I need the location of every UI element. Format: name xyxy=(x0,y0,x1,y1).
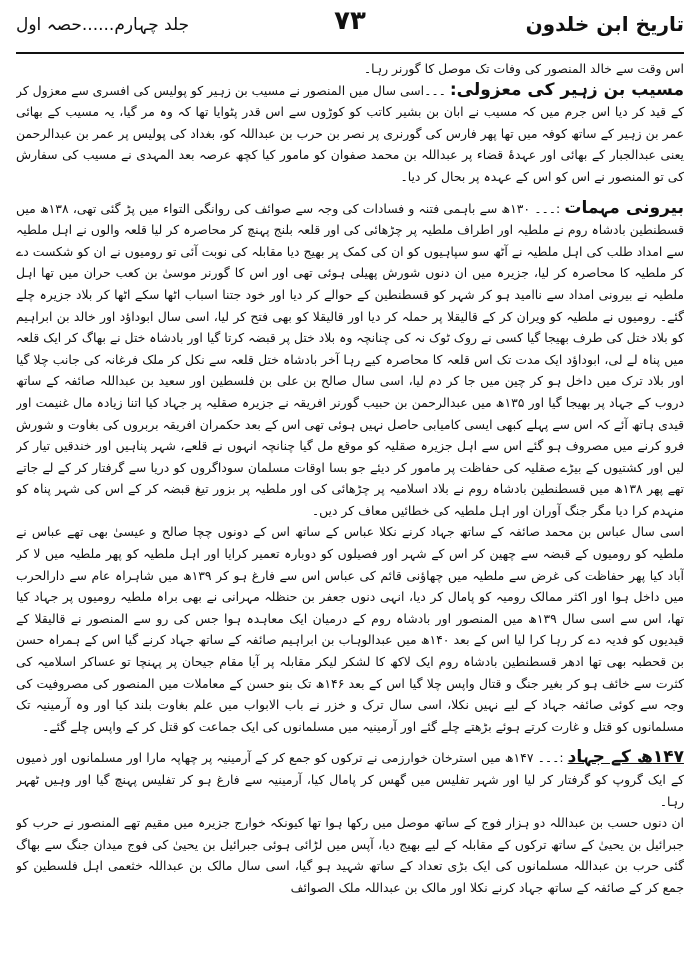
paragraph-text: :۔۔۔ ۱۴۷ھ میں استرخان خوارزمی نے ترکوں کو جمع کر کے آرمینیہ پر چھاپہ مارا اور مسلمانوں اور ذمیوں کے ایک گروپ کو گرفتار کر لیا اور شہر تفلیس میں گھس کر پامال کیا، آرمینیہ سے فارغ ہو کر تفلیس پہنچ گیا اور وہیں ٹھہر رہا۔ xyxy=(16,750,684,809)
paragraph xyxy=(16,58,684,80)
section-heading: بیرونی مہمات xyxy=(564,197,684,218)
paragraph xyxy=(16,198,684,522)
page-header xyxy=(16,0,684,54)
page-body xyxy=(16,58,684,962)
section-heading: مسیب بن زہیر کی معزولی: xyxy=(449,79,684,100)
section-heading: ۱۴۷ھ کے جہاد xyxy=(567,747,684,768)
spacer xyxy=(16,737,684,747)
paragraph-text: :۔۔۔ ۱۳۰ھ سے باہمی فتنہ و فسادات کی وجہ سے صوائف کی روانگی التواء میں پڑ گئی تھی، ۱۳۸ھ میں قسطنطین بادشاہ روم نے ملطیہ اور اطراف ملطیہ پر چڑھائی کی اور قلعہ بلنج پہنچ کر محاصرہ کر لیا قلعہ والوں نے اہل ملطیہ سے امداد طلب کی اہل ملطیہ نے آٹھ سو سپاہیوں کو ان کی کمک پر بھیج دیا مقابلہ کی نوبت آئی تو رومیوں نے ان کو شکست دے کر ملطیہ کا محاصرہ کر لیا، جزیرہ میں ان دنوں شورش پھیلی ہوئی تھی اور اس کا گورنر موسیٰ بن کعب حران میں تھا اہل ملطیہ نے بیرونی امداد سے ناامید ہو کر شہر کو قسطنطین کے حوالے کر دیا اور خود جتنا اسباب اٹھا سکے اٹھا کر بلاد جزیرہ چلے گئے۔ رومیوں نے ملطیہ کو ویران کر کے قالیقلا پر حملہ کر دیا اور قالیقلا کو بھی فتح کر لیا، اسی سال ابوداؤد اور خالد بن ابراہیم کو بلاد ختل کی طرف بھیجا گیا کسی نے روک ٹوک نہ کی چنانچہ وہ بلاد ختل پر قبضہ کرتا گیا اور بادشاہ ختل نے بھاگ کر ایک قلعہ میں پناہ لے لی، ابوداؤد ایک مدت تک اس قلعہ کا محاصرہ کیے رہا آخر بادشاہ ختل قلعہ سے نکل کر ملک فرغانہ کی جانب چلا گیا اور بلاد ترک میں داخل ہو کر چین میں جا کر دم لیا، اسی سال صالح بن علی بن فلسطین اور سعید بن عبداللہ صائفہ کے ساتھ دروب کے جہاد پر بھیجا گیا اور ۱۳۵ھ میں عبدالرحمن بن حبیب گورنر افریقہ نے جزیرہ صقلیہ پر جہاد کیا اتنا زیادہ مال غنیمت اور قیدی ہاتھ آئے کہ اس سے پہلے کبھی ایسی کامیابی حاصل نہیں ہوئی تھی اس کے بعد حکمران افریقہ بربروں کی بغاوت و شورش فرو کرنے میں مصروف ہو گئے اس سے اہل جزیرہ صقلیہ کو موقع مل گیا چنانچہ انہوں نے قلعے، شہر پناہیں اور خندقیں تیار کر لیں اور کشتیوں کے بیڑے صقلیہ کی حفاظت پر مامور کر دیئے جو بسا اوقات مسلمان سوداگروں کو دریا سے گرفتار کر کے لے جاتے تھے پھر ۱۳۸ھ میں قسطنطین بادشاہ روم نے بلاد اسلامیہ پر چڑھائی کی اور ملطیہ پر بزور تیغ قبضہ کر کے اس کی شہر پناہ کو منہدم کرا دیا مگر جنگ آوران اور اہل ملطیہ کی خطائیں معاف کر دیں۔ xyxy=(16,200,684,518)
paragraph-text: ان دنوں حسب بن عبداللہ دو ہزار فوج کے ساتھ موصل میں رکھا ہوا تھا کیونکہ خوارج جزیرہ میں مقیم تھے المنصور نے حرب کو جبرائیل بن یحییٰ کے ساتھ ترکوں کے مقابلہ کے لیے بھیج دیا، آپس میں لڑائی ہوئی جبرائیل بن یحییٰ کی فوج میدان جنگ سے بھاگ گئی حرب بن عبداللہ مسلمانوں کی ایک بڑی تعداد کے ساتھ شہید ہو گیا، اسی سال مالک بن عبداللہ خثعمی اہل فلسطین کو جمع کر کے صائفہ کے ساتھ جہاد کرنے نکلا اور مالک بن عبداللہ ملک الصوائف xyxy=(16,815,684,895)
paragraph-text: اسی سال عباس بن محمد صائفہ کے ساتھ جہاد کرنے نکلا عباس کے ساتھ اس کے دونوں چچا صالح و عیسیٰ بھی تھے عباس نے ملطیہ کو رومیوں کے قبضہ سے چھین کر اس کے شہر اور فصیلوں کو دوبارہ تعمیر کرایا اور اہل ملطیہ کو پھر ملطیہ میں لا کر آباد کیا پھر حفاظت کی غرض سے ملطیہ میں چھاؤنی قائم کی عباس اس سے فارغ ہو کر ۱۳۹ھ میں شاہراہ عام سے دارالحرب میں داخل ہوا اور اکثر ممالک رومیہ کو پامال کر دیا، انہی دنوں جعفر بن حنظلہ مہرانی نے بھی براہ ملطیہ رومیوں پر جہاد کیا تھا، اس سے اسی سال ۱۳۹ھ میں المنصور اور بادشاہ روم کے درمیان ایک معاہدہ ہوا جس کی رو سے المنصور نے قالیقلا کے قیدیوں کو فدیہ دے کر رہا کرا لیا اس کے بعد ۱۴۰ھ میں عبدالوہاب بن ابراہیم صائفہ کے ساتھ جہاد کرنے گیا اس کے ہمراہ حسن بن قحطبہ بھی تھا ادھر قسطنطین بادشاہ روم ایک لاکھ کا لشکر لیکر مقابلہ پر آیا مقام جیحان پر پہنچا تو عساکر اسلامیہ کی کثرت سے خائف ہو کر بغیر جنگ و قتال واپس چلا گیا اس کے بعد ۱۴۶ھ تک بنو حسن کے معاملات میں المنصور کی مصروفیت کی وجہ سے کوئی صائفہ جہاد کے لیے نہیں نکلا، اسی سال ترک و خزر نے باب الابواب میں علم بغاوت بلند کیا اور وہ آرمینیہ تک مسلمانوں کو قتل و غارت کرتے ہوئے بڑھتے چلے گئے اور آرمینیہ میں مسلمانوں کی ایک جماعت کو قتل کر کے واپس چلے گئے۔ xyxy=(16,524,684,734)
volume-part: جلد چہارم......حصہ اول xyxy=(16,15,190,35)
paragraph xyxy=(16,521,684,737)
paragraph xyxy=(16,812,684,898)
paragraph-text: اس وقت سے خالد المنصور کی وفات تک موصل کا گورنر رہا۔ xyxy=(363,61,684,76)
spacer xyxy=(16,188,684,198)
paragraph-text: ۔۔۔اسی سال میں المنصور نے مسیب بن زہیر کو پولیس کی افسری سے معزول کر کے قید کر دیا اس جرم میں کہ مسیب نے ابان بن بشیر کاتب کو کوڑوں سے اس قدر پٹوایا تھا کہ وہ مر گیا، یہ مسیب کے بھائی عمر بن زہیر کے ساتھ کوفہ میں تھا پھر فارس کی گورنری پر نصر بن حرب بن عبداللہ کو، بغداد کی پولیس پر عمر بن عبدالرحمن یعنی عبدالجبار کے بھائی اور عہدۂ قضاء پر عبداللہ بن محمد صفوان کو مامور کیا کچھ عرصہ بعد المہدی نے مسیب کی سفارش کی تو المنصور نے اس کو اس کے عہدہ پر بحال کر دیا۔ xyxy=(16,82,684,184)
paragraph xyxy=(16,80,684,188)
book-title: تاریخ ابن خلدون xyxy=(525,12,684,36)
paragraph xyxy=(16,747,684,812)
page-number: ۷۳ xyxy=(334,6,366,36)
